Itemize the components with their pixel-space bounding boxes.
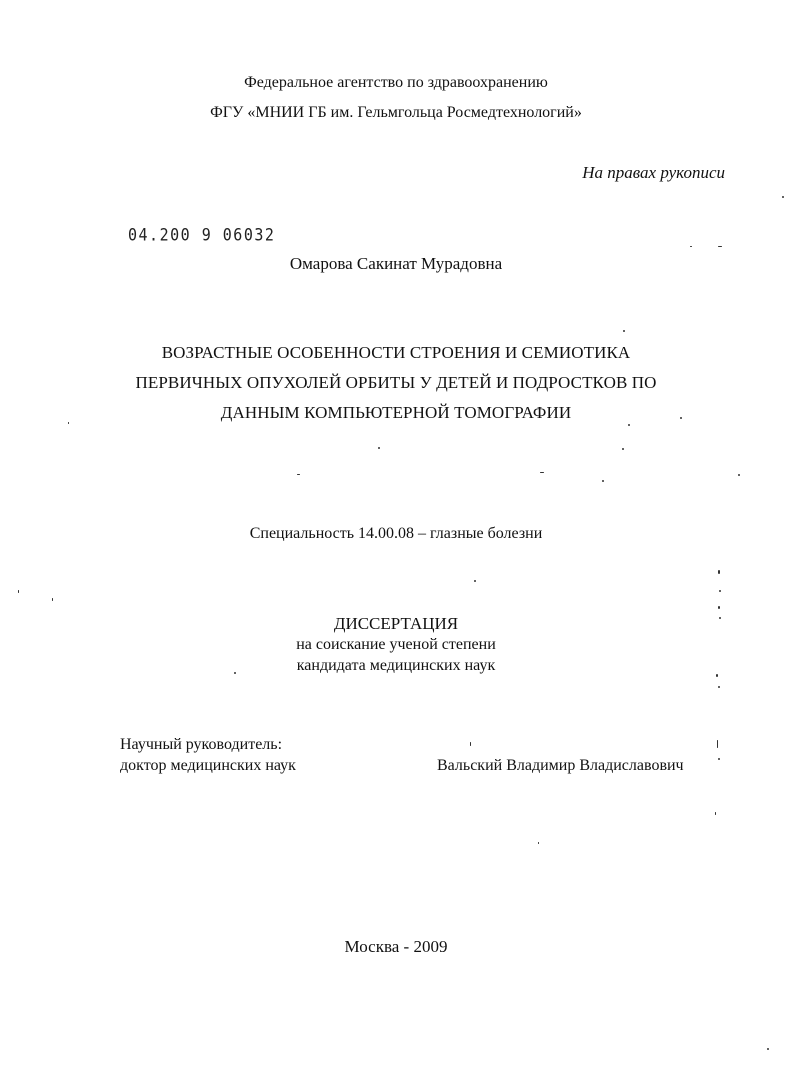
supervisor-label: Научный руководитель: [120,736,283,753]
scan-speck [628,424,630,426]
dissertation-degree-line-1: на соискание ученой степени [296,636,496,653]
dissertation-degree-line-2: кандидата медицинских наук [296,657,496,674]
archive-stamp-number: 04.200 9 06032 [128,224,276,246]
scan-speck [680,417,682,419]
scan-speck [715,812,716,815]
city-year: Москва - 2009 [344,937,448,956]
scan-speck [470,742,471,746]
title-line-1: ВОЗРАСТНЫЕ ОСОБЕННОСТИ СТРОЕНИЯ И СЕМИОТИКА [161,343,631,362]
supervisor-name: Вальский Владимир Владиславович [437,757,684,774]
scan-speck [297,474,300,475]
scan-speck [234,672,236,674]
scan-speck [622,448,624,450]
scan-speck [52,598,53,601]
scan-speck [717,740,718,748]
scan-speck [767,1048,769,1050]
agency-name: Федеральное агентство по здравоохранению [244,74,548,91]
specialty: Специальность 14.00.08 – глазные болезни [249,525,543,542]
scan-speck [719,590,721,592]
scan-speck [538,842,539,844]
scan-speck [718,570,720,574]
scan-speck [719,617,721,619]
scan-speck [718,758,720,760]
institute-name: ФГУ «МНИИ ГБ им. Гельмгольца Росмедтехнологий» [210,104,582,121]
scan-speck [690,246,692,247]
author-name: Омарова Сакинат Мурадовна [289,254,503,273]
title-line-3: ДАННЫМ КОМПЬЮТЕРНОЙ ТОМОГРАФИИ [220,403,572,422]
scan-speck [474,580,476,582]
title-line-2: ПЕРВИЧНЫХ ОПУХОЛЕЙ ОРБИТЫ У ДЕТЕЙ И ПОДРОСТКОВ ПО [135,373,657,392]
scan-speck [68,422,69,424]
scan-speck [602,480,604,482]
scan-speck [716,674,718,677]
scan-speck [18,590,19,593]
supervisor-degree: доктор медицинских наук [120,757,296,774]
scan-speck [782,196,784,198]
scan-speck [718,606,720,609]
scan-speck [718,246,722,247]
scan-speck [378,447,380,449]
scan-speck [623,330,625,332]
scan-speck [738,474,740,476]
dissertation-heading: ДИССЕРТАЦИЯ [333,614,459,633]
scan-speck [718,686,720,688]
rights-note: На правах рукописи [582,163,725,182]
scan-speck [540,472,544,473]
